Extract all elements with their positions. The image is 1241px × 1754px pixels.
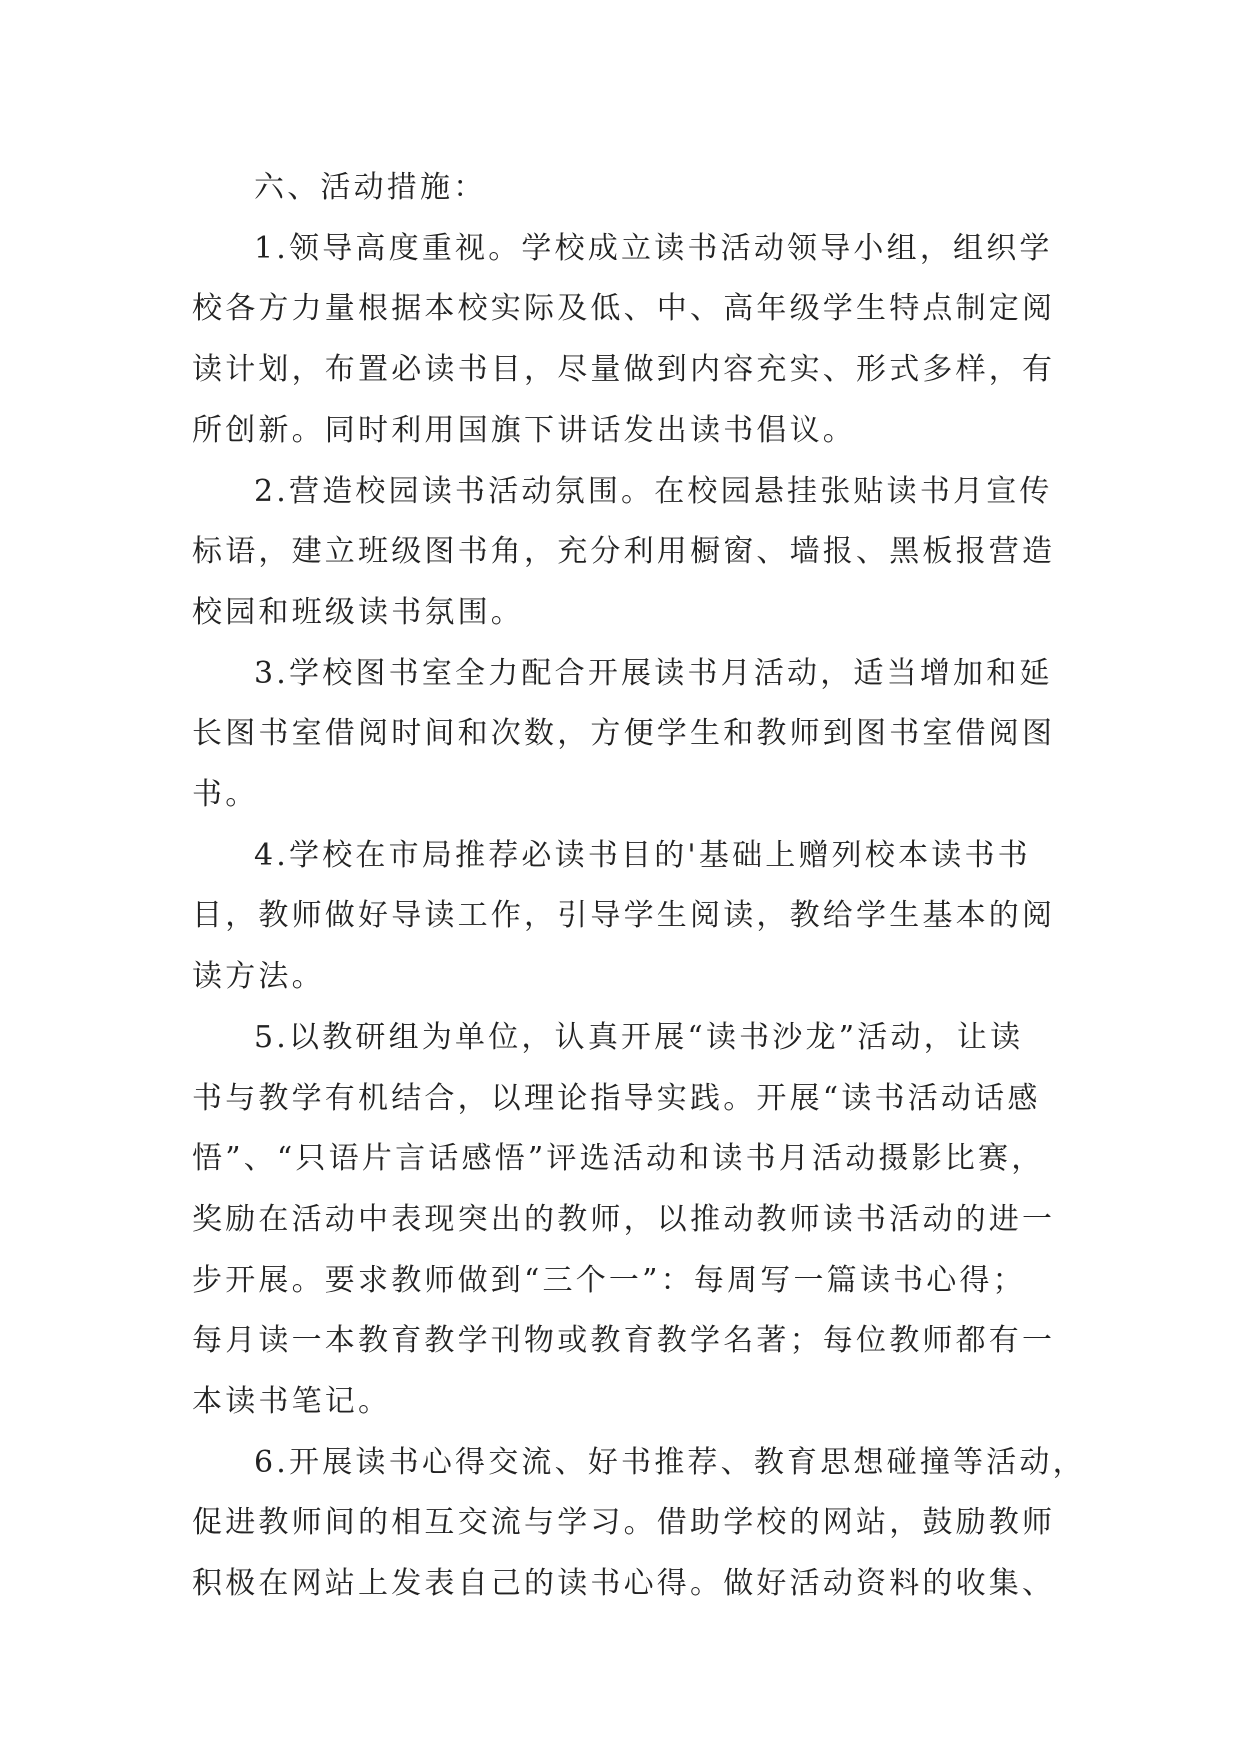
section-heading xyxy=(192,158,1056,219)
paragraph-line: 书与教学有机结合，以理论指导实践。开展“读书活动话感 xyxy=(192,1080,1041,1116)
paragraph-line: 长图书室借阅时间和次数，方便学生和教师到图书室借阅图 xyxy=(192,716,1056,752)
paragraph-line: 标语，建立班级图书角，充分利用橱窗、墙报、黑板报营造 xyxy=(192,534,1056,570)
paragraph-line: 奖励在活动中表现突出的教师，以推动教师读书活动的进一 xyxy=(192,1201,1056,1237)
paragraph-line: 3.学校图书室全力配合开展读书月活动，适当增加和延 xyxy=(254,655,1053,691)
paragraph-line: 4.学校在市局推荐必读书目的'基础上赠列校本读书书 xyxy=(254,837,1031,873)
paragraph-line: 目，教师做好导读工作，引导学生阅读，教给学生基本的阅 xyxy=(192,898,1056,934)
paragraph-line: 校各方力量根据本校实际及低、中、高年级学生特点制定阅 xyxy=(192,291,1056,327)
paragraph-line: 2.营造校园读书活动氛围。在校园悬挂张贴读书月宣传 xyxy=(254,473,1053,509)
paragraph-line: 促进教师间的相互交流与学习。借助学校的网站，鼓励教师 xyxy=(192,1505,1056,1541)
paragraph-6 xyxy=(192,1433,1086,1615)
paragraph-1 xyxy=(192,219,1056,462)
paragraph-line: 悟”、“只语片言话感悟”评选活动和读书月活动摄影比赛， xyxy=(192,1141,1045,1177)
paragraph-line: 步开展。要求教师做到“三个一”：每周写一篇读书心得； xyxy=(192,1262,1026,1298)
paragraph-5 xyxy=(192,1008,1056,1433)
paragraph-line: 读计划，布置必读书目，尽量做到内容充实、形式多样，有 xyxy=(192,352,1056,388)
paragraph-line: 每月读一本教育教学刊物或教育教学名著；每位教师都有一 xyxy=(192,1323,1056,1359)
paragraph-4 xyxy=(192,826,1056,1008)
paragraph-line: 书。 xyxy=(192,777,259,813)
paragraph-line: 校园和班级读书氛围。 xyxy=(192,594,524,630)
paragraph-line: 所创新。同时利用国旗下讲话发出读书倡议。 xyxy=(192,412,856,448)
heading-line: 六、活动措施： xyxy=(254,170,487,205)
paragraph-line: 5.以教研组为单位，认真开展“读书沙龙”活动，让读 xyxy=(254,1019,1024,1055)
paragraph-line: 读方法。 xyxy=(192,959,325,995)
paragraph-3 xyxy=(192,644,1056,826)
paragraph-2 xyxy=(192,462,1056,644)
paragraph-line: 6.开展读书心得交流、好书推荐、教育思想碰撞等活动， xyxy=(254,1444,1086,1480)
paragraph-line: 积极在网站上发表自己的读书心得。做好活动资料的收集、 xyxy=(192,1566,1056,1602)
document-body xyxy=(192,158,1086,1615)
paragraph-line: 本读书笔记。 xyxy=(192,1384,392,1420)
paragraph-line: 1.领导高度重视。学校成立读书活动领导小组，组织学 xyxy=(254,230,1053,266)
